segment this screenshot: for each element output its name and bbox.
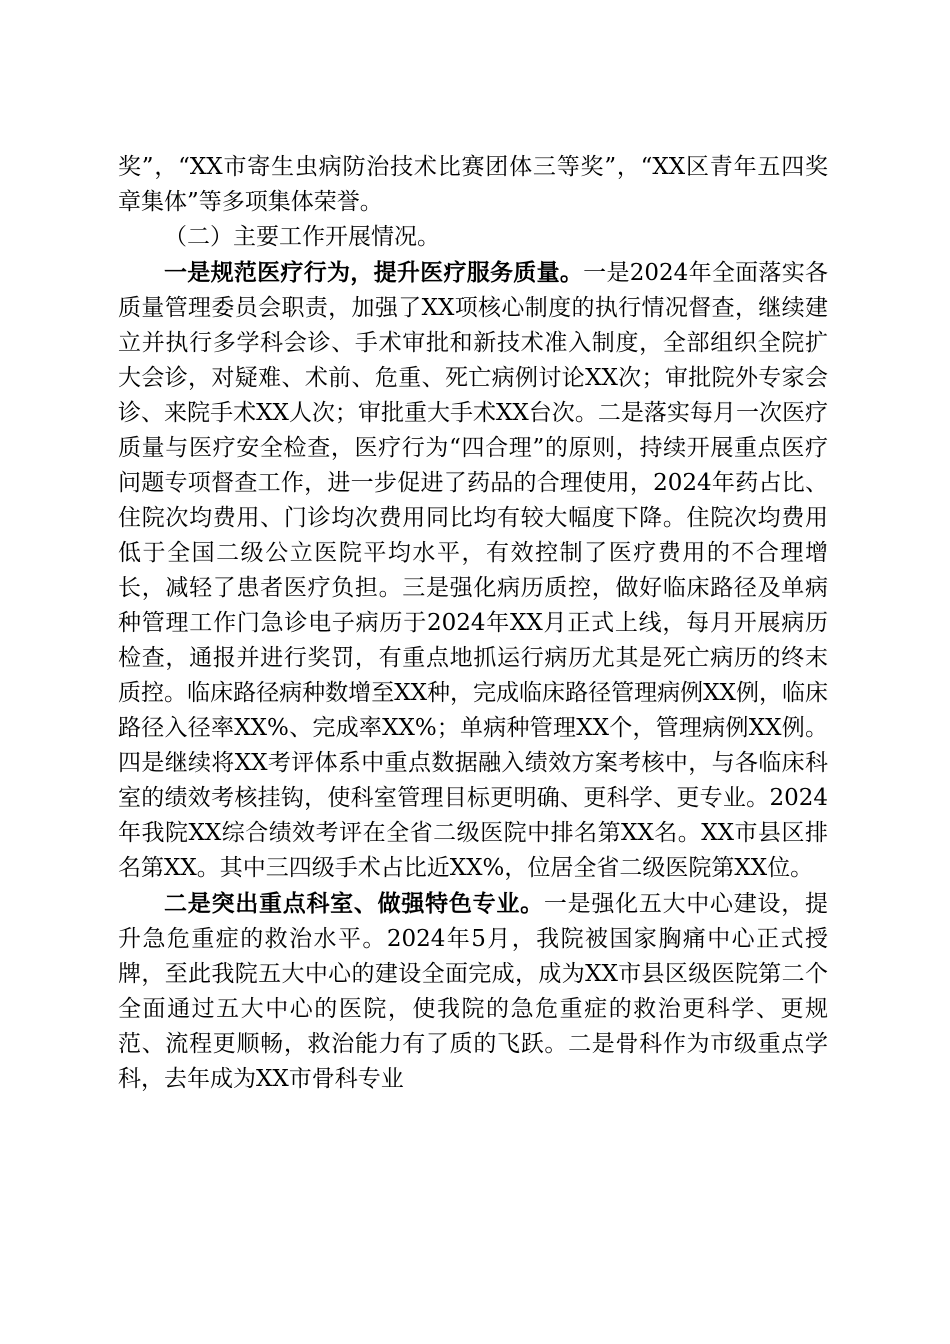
paragraph-key-departments-lead: 二是突出重点科室、做强特色专业。 (164, 890, 544, 917)
section-heading-text: （二）主要工作开展情况。 (164, 224, 440, 250)
paragraph-key-departments-text: 一是强化五大中心建设，提升急危重症的救治水平。2024年5月，我院被国家胸痛中心正式授牌，至此我院五大中心的建设全面完成，成为XX市县区级医院第二个全面通过五大中心的医院，使我院的急危重症的救治更科学、更规范、流程更顺畅，救治能力有了质的飞跃。二是骨科作为市级重点学科，去年成为XX市骨科专业 (118, 891, 829, 1092)
document-body (118, 150, 828, 1097)
paragraph-honors (118, 150, 828, 220)
section-heading (118, 220, 828, 255)
paragraph-honors-text: 奖”，“XX市寄生虫病防治技术比赛团体三等奖”，“XX区青年五四奖章集体”等多项集体荣誉。 (118, 154, 828, 215)
paragraph-medical-quality-lead: 一是规范医疗行为，提升医疗服务质量。 (164, 259, 584, 286)
paragraph-medical-quality (118, 255, 828, 886)
paragraph-key-departments (118, 886, 828, 1097)
paragraph-medical-quality-text: 一是2024年全面落实各质量管理委员会职责，加强了XX项核心制度的执行情况督查，继续建立并执行多学科会诊、手术审批和新技术准入制度，全部组织全院扩大会诊，对疑难、术前、危重、死亡病例讨论XX次；审批院外专家会诊、来院手术XX人次；审批重大手术XX台次。二是落实每月一次医疗质量与医疗安全检查，医疗行为“四合理”的原则，持续开展重点医疗问题专项督查工作，进一步促进了药品的合理使用，2024年药占比、住院次均费用、门诊均次费用同比均有较大幅度下降。住院次均费用低于全国二级公立医院平均水平，有效控制了医疗费用的不合理增长，减轻了患者医疗负担。三是强化病历质控，做好临床路径及单病种管理工作门急诊电子病历于2024年XX月正式上线，每月开展病历检查，通报并进行奖罚，有重点地抓运行病历尤其是死亡病历的终末质控。临床路径病种数增至XX种，完成临床路径管理病例XX例，临床路径入径率XX%、完成率XX%；单病种管理XX个，管理病例XX例。四是继续将XX考评体系中重点数据融入绩效方案考核中，与各临床科室的绩效考核挂钩，使科室管理目标更明确、更科学、更专业。2024年我院XX综合绩效考评在全省二级医院中排名第XX名。XX市县区排名第XX。其中三四级手术占比近XX%，位居全省二级医院第XX位。 (118, 260, 828, 881)
